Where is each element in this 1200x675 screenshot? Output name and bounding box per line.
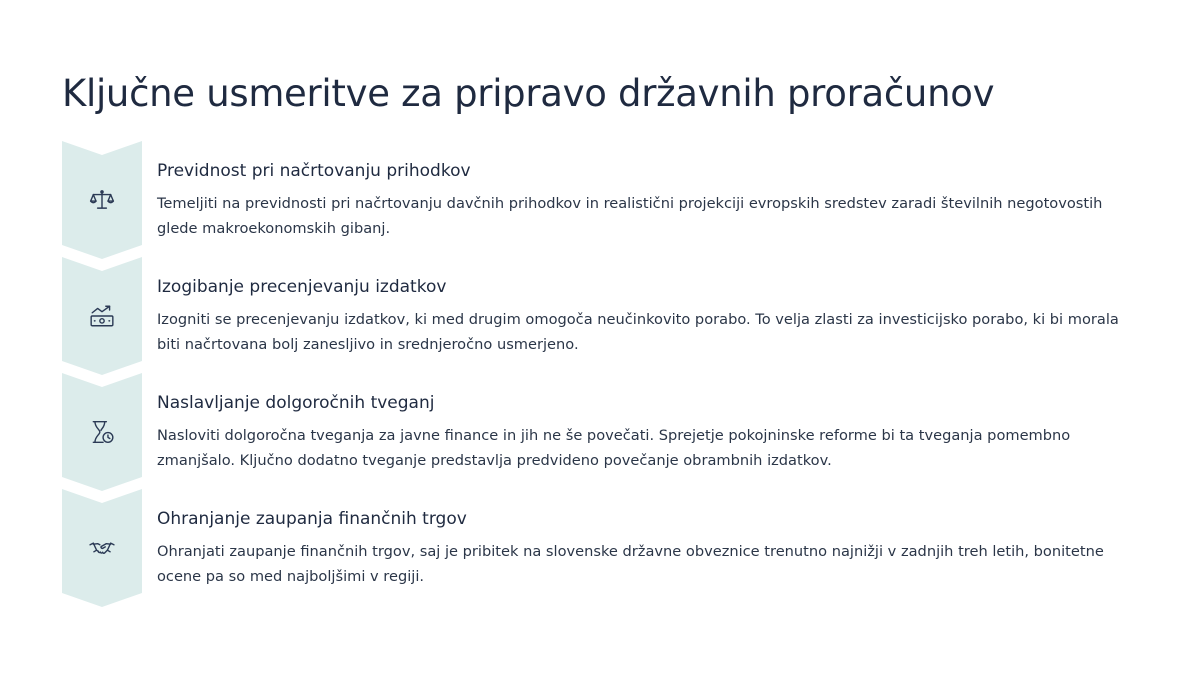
item-title: Ohranjanje zaupanja finančnih trgov	[157, 509, 467, 529]
item-title: Previdnost pri načrtovanju prihodkov	[157, 161, 471, 181]
list-item	[62, 489, 1142, 607]
balance-scale-icon	[89, 187, 115, 213]
handshake-icon	[89, 535, 115, 561]
item-title: Izogibanje precenjevanju izdatkov	[157, 277, 447, 297]
item-description: Nasloviti dolgoročna tveganja za javne finance in jih ne še povečati. Sprejetje pokojninske reforme bi ta tveganja pomembno zmanjšalo. Ključno dodatno tveganje predstavlja predvideno povečanje obrambnih izdatkov.	[157, 427, 1071, 469]
item-description: Izogniti se precenjevanju izdatkov, ki med drugim omogoča neučinkovito porabo. To velja zlasti za investicijsko porabo, ki bi morala biti načrtovana bolj zanesljivo in srednjeročno usmerjeno.	[157, 311, 1119, 353]
list-item	[62, 257, 1142, 375]
list-item	[62, 373, 1142, 491]
page-title: Ključne usmeritve za pripravo državnih proračunov	[62, 72, 995, 115]
money-trend-up-icon	[89, 303, 115, 329]
item-title: Naslavljanje dolgoročnih tveganj	[157, 393, 435, 413]
item-description: Temeljiti na previdnosti pri načrtovanju davčnih prihodkov in realistični projekciji evropskih sredstev zaradi številnih negotovostih glede makroekonomskih gibanj.	[157, 195, 1103, 237]
list-item	[62, 141, 1142, 259]
hourglass-clock-icon	[89, 419, 115, 445]
item-description: Ohranjati zaupanje finančnih trgov, saj je pribitek na slovenske državne obveznice trenutno najnižji v zadnjih treh letih, bonitetne ocene pa so med najboljšimi v regiji.	[157, 543, 1104, 585]
